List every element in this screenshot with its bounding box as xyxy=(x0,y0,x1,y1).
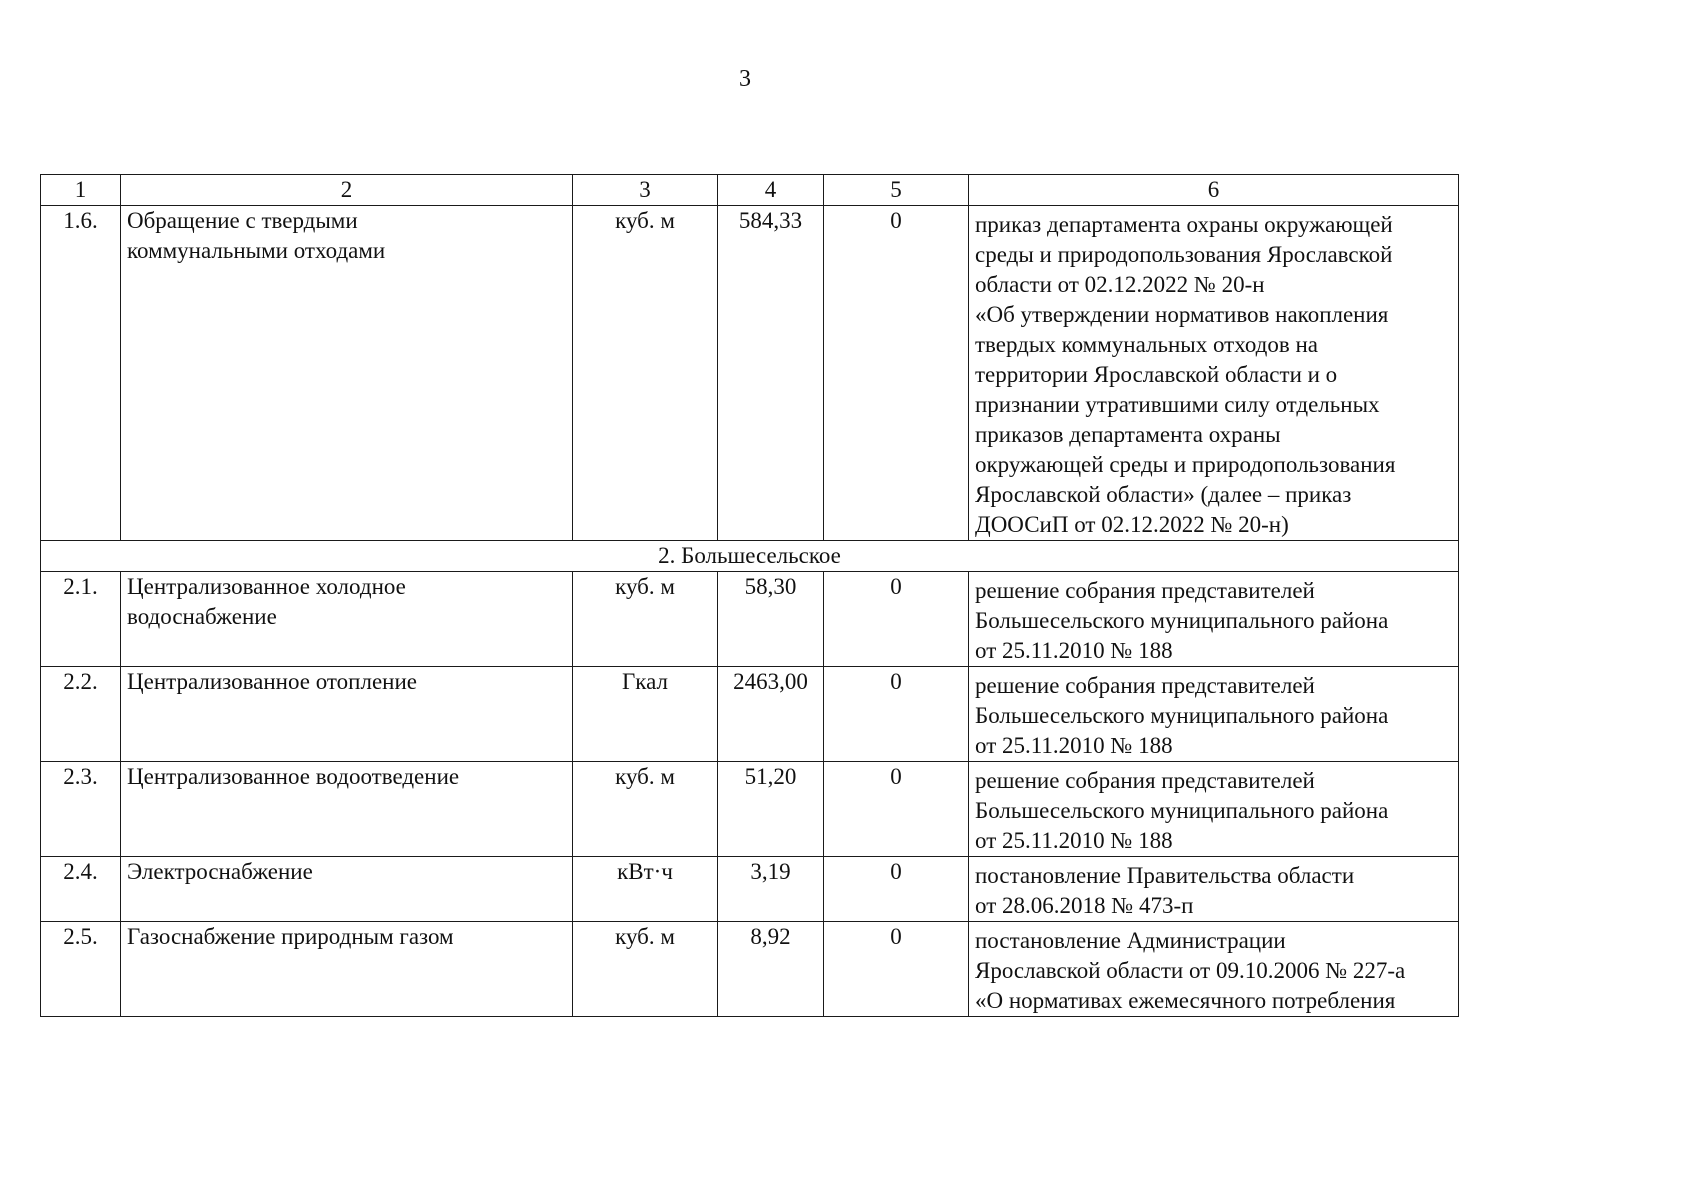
legal-basis-line: решение собрания представителей xyxy=(975,673,1315,698)
unit: куб. м xyxy=(573,922,718,1017)
legal-basis-line: от 25.11.2010 № 188 xyxy=(975,638,1173,663)
legal-basis xyxy=(969,857,1459,922)
legal-basis-line: решение собрания представителей xyxy=(975,578,1315,603)
service-line: Обращение с твердыми xyxy=(127,208,358,233)
column-header: 4 xyxy=(718,175,824,206)
unit: куб. м xyxy=(573,206,718,541)
legal-basis-line: Ярославской области» (далее – приказ xyxy=(975,482,1352,507)
service-name xyxy=(121,922,573,1017)
legal-basis-line: признании утратившими силу отдельных xyxy=(975,392,1380,417)
unit: куб. м xyxy=(573,572,718,667)
column-5-value: 0 xyxy=(824,762,969,857)
section-row xyxy=(41,541,1459,572)
unit: Гкал xyxy=(573,667,718,762)
legal-basis xyxy=(969,206,1459,541)
row-number: 2.3. xyxy=(41,762,121,857)
table-row xyxy=(41,206,1459,541)
legal-basis-line: приказ департамента охраны окружающей xyxy=(975,212,1393,237)
service-line: Централизованное отопление xyxy=(127,669,417,694)
table-body xyxy=(41,175,1459,1017)
service-line: Централизованное водоотведение xyxy=(127,764,460,789)
legal-basis-line: среды и природопользования Ярославской xyxy=(975,242,1393,267)
row-number: 1.6. xyxy=(41,206,121,541)
legal-basis xyxy=(969,572,1459,667)
legal-basis-line: решение собрания представителей xyxy=(975,768,1315,793)
legal-basis-line: от 28.06.2018 № 473-п xyxy=(975,893,1194,918)
table-row xyxy=(41,922,1459,1017)
service-line: коммунальными отходами xyxy=(127,238,386,263)
column-header: 2 xyxy=(121,175,573,206)
norm-value: 3,19 xyxy=(718,857,824,922)
legal-basis-line: Ярославской области от 09.10.2006 № 227-а xyxy=(975,958,1406,983)
column-header: 5 xyxy=(824,175,969,206)
legal-basis-line: окружающей среды и природопользования xyxy=(975,452,1396,477)
norm-value: 8,92 xyxy=(718,922,824,1017)
service-name xyxy=(121,667,573,762)
service-line: Газоснабжение природным газом xyxy=(127,924,454,949)
column-header: 1 xyxy=(41,175,121,206)
norm-value: 51,20 xyxy=(718,762,824,857)
row-number: 2.4. xyxy=(41,857,121,922)
legal-basis xyxy=(969,667,1459,762)
row-number: 2.5. xyxy=(41,922,121,1017)
legal-basis-line: приказов департамента охраны xyxy=(975,422,1281,447)
service-name xyxy=(121,857,573,922)
legal-basis-line: Большесельского муниципального района xyxy=(975,798,1389,823)
unit: куб. м xyxy=(573,762,718,857)
service-line: Централизованное холодное xyxy=(127,574,406,599)
section-title: 2. Большесельское xyxy=(41,541,1459,572)
table-row xyxy=(41,762,1459,857)
norm-value: 2463,00 xyxy=(718,667,824,762)
unit: кВт·ч xyxy=(573,857,718,922)
legal-basis-line: постановление Администрации xyxy=(975,928,1286,953)
norm-value: 58,30 xyxy=(718,572,824,667)
column-5-value: 0 xyxy=(824,206,969,541)
legal-basis-line: области от 02.12.2022 № 20-н xyxy=(975,272,1265,297)
column-5-value: 0 xyxy=(824,857,969,922)
legal-basis-line: «О нормативах ежемесячного потребления xyxy=(975,988,1396,1013)
column-5-value: 0 xyxy=(824,667,969,762)
legal-basis xyxy=(969,762,1459,857)
legal-basis-line: от 25.11.2010 № 188 xyxy=(975,733,1173,758)
legal-basis-line: от 25.11.2010 № 188 xyxy=(975,828,1173,853)
column-5-value: 0 xyxy=(824,572,969,667)
column-header: 3 xyxy=(573,175,718,206)
table-row xyxy=(41,667,1459,762)
row-number: 2.1. xyxy=(41,572,121,667)
norm-value: 584,33 xyxy=(718,206,824,541)
norms-table xyxy=(40,174,1459,1017)
table-row xyxy=(41,857,1459,922)
legal-basis-line: постановление Правительства области xyxy=(975,863,1355,888)
table-header-row xyxy=(41,175,1459,206)
service-name xyxy=(121,762,573,857)
legal-basis-line: твердых коммунальных отходов на xyxy=(975,332,1319,357)
legal-basis xyxy=(969,922,1459,1017)
legal-basis-line: Большесельского муниципального района xyxy=(975,703,1389,728)
row-number: 2.2. xyxy=(41,667,121,762)
service-name xyxy=(121,572,573,667)
table-row xyxy=(41,572,1459,667)
column-header: 6 xyxy=(969,175,1459,206)
service-line: водоснабжение xyxy=(127,604,277,629)
legal-basis-line: «Об утверждении нормативов накопления xyxy=(975,302,1389,327)
column-5-value: 0 xyxy=(824,922,969,1017)
legal-basis-line: ДООСиП от 02.12.2022 № 20-н) xyxy=(975,512,1289,537)
service-name xyxy=(121,206,573,541)
page-number: 3 xyxy=(739,66,751,92)
legal-basis-line: территории Ярославской области и о xyxy=(975,362,1338,387)
service-line: Электроснабжение xyxy=(127,859,313,884)
legal-basis-line: Большесельского муниципального района xyxy=(975,608,1389,633)
